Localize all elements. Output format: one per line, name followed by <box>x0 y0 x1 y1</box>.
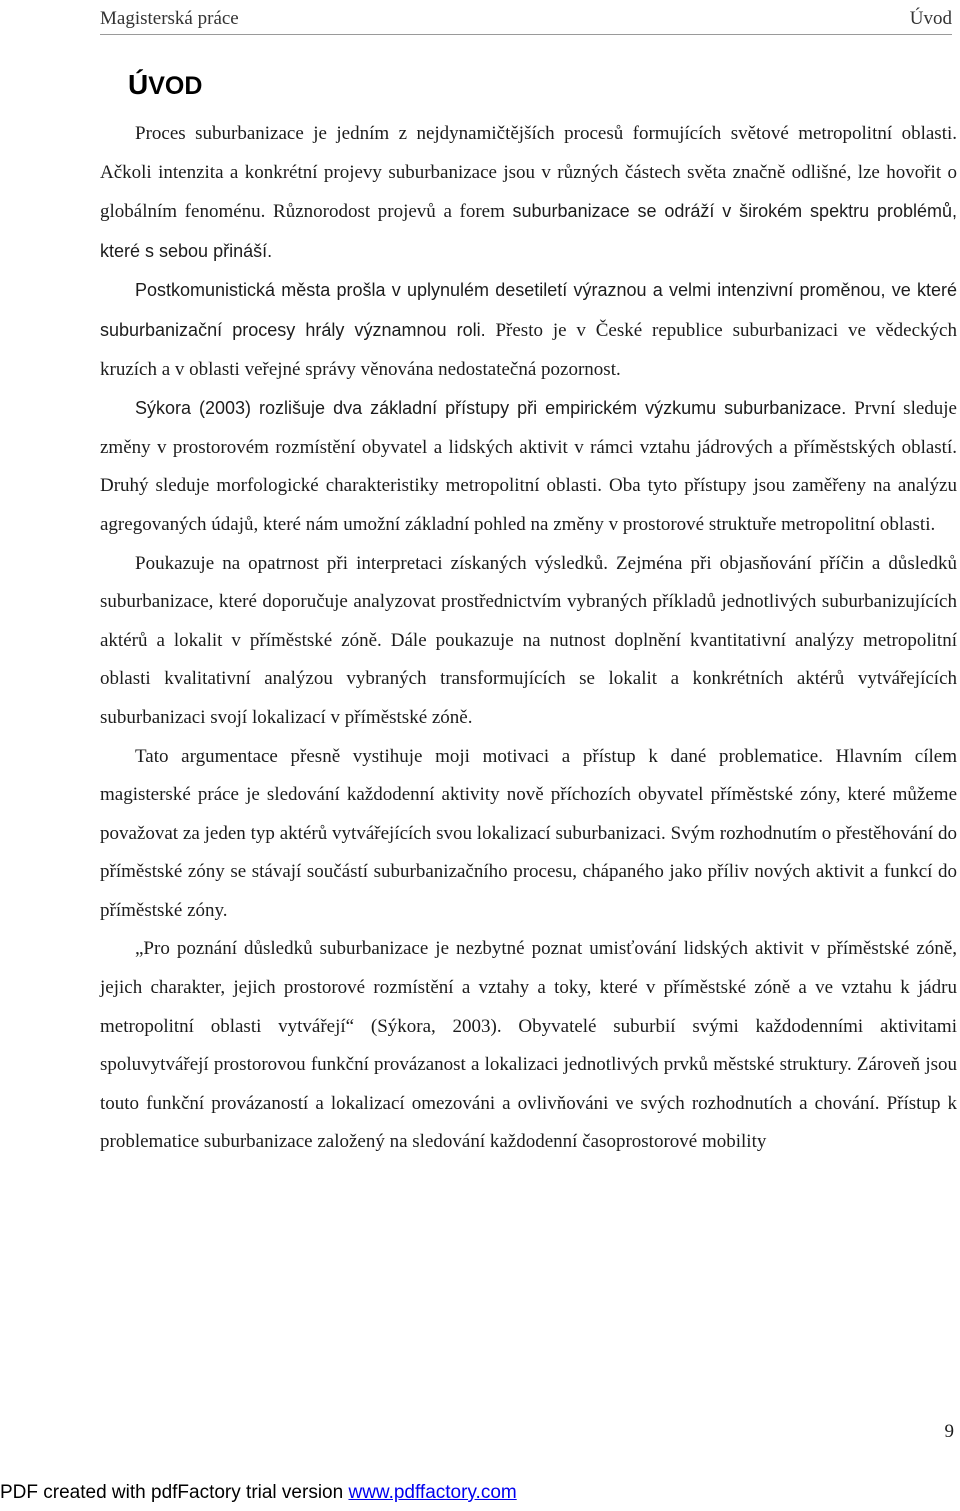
pdffactory-link[interactable]: www.pdffactory.com <box>348 1482 517 1503</box>
paragraph-6: „Pro poznání důsledků suburbanizace je nezbytné poznat umisťování lidských aktivit v příměstské zóně, jejich charakter, jejich prostorové rozmístění a vztahy a toky, které v příměstské zóně a ve vztahu k jádru metropolitní oblasti vytvářejí“ (Sýkora, 2003). Obyvatelé suburbií svými každodenními aktivitami spoluvytvářejí prostorovou funkční provázanost a lokalizaci jednotlivých prvků městské struktury. Zároveň jsou touto funkční provázaností a lokalizací omezováni a ovlivňováni ve svých rozhodnutích a chování. Přístup k problematice suburbanizace založený na sledování každodenní časoprostorové mobility <box>100 938 957 1153</box>
running-header <box>100 4 952 35</box>
paragraph-2-part-b: Přesto je v České republice suburbanizaci ve vědeckých kruzích a v oblasti veřejné správy věnována nedostatečná pozornost. <box>100 319 957 380</box>
header-title: Magisterská práce <box>100 8 239 29</box>
paragraph-3 <box>100 389 957 544</box>
paragraph-3-part-a: Sýkora (2003) rozlišuje dva základní přístupy při empirickém výzkumu suburbanizace. <box>135 398 855 419</box>
chapter-title-rest: VOD <box>148 72 203 100</box>
paragraph-1-part-a: Proces suburbanizace je jedním z nejdynamičtějších procesů formujících světové metropolitní oblasti. Ačkoli intenzita a konkrétní projevy suburbanizace jsou v různých částech světa značně odlišné, lze hovořit o globálním fenoménu. Různorodost projevů a forem <box>100 123 957 223</box>
chapter-title <box>128 70 202 101</box>
paragraph-2 <box>100 271 957 389</box>
paragraph-4: Poukazuje na opatrnost při interpretaci získaných výsledků. Zejména při objasňování příčin a důsledků suburbanizace, které doporučuje analyzovat prostřednictvím vybraných příkladů jednotlivých suburbanizujících aktérů a lokalit v příměstské zóně. Dále poukazuje na nutnost doplnění kvantitativní analýzy metropolitní oblasti kvalitativní analýzou vybraných transformujících se lokalit a konkrétních aktérů vytvářejících suburbanizaci svojí lokalizací v příměstské zóně. <box>100 552 957 728</box>
paragraph-5: Tato argumentace přesně vystihuje moji motivaci a přístup k dané problematice. Hlavním cílem magisterské práce je sledování každodenní aktivity nově příchozích obyvatel příměstské zóny, které můžeme považovat za jeden typ aktérů vytvářejících svou lokalizací suburbanizaci. Svým rozhodnutím o přestěhování do příměstské zóny se stávají součástí suburbanizačního procesu, chápaného jako příliv nových aktivit a funkcí do příměstské zóny. <box>100 745 957 921</box>
pdf-watermark-footer <box>0 1481 517 1505</box>
chapter-title-initial: Ú <box>128 69 149 100</box>
page-number: 9 <box>944 1421 954 1442</box>
header-section: Úvod <box>909 8 952 29</box>
paragraph-1 <box>100 115 957 271</box>
paragraph-2-part-a: Postkomunistická města prošla v uplynulém desetiletí výraznou a velmi intenzivní proměnou, ve které suburbanizační procesy hrály významnou roli. <box>100 280 957 340</box>
body-text <box>100 115 957 1162</box>
paragraph-1-part-b: suburbanizace se odráží v širokém spektru problémů, které s sebou přináší. <box>100 201 958 261</box>
paragraph-3-part-b: První sleduje změny v prostorovém rozmístění obyvatel a lidských aktivit v rámci vztahu jádrových a příměstských oblastí. Druhý sleduje morfologické charakteristiky metropolitní oblasti. Oba tyto přístupy jsou zaměřeny na analýzu agregovaných údajů, které nám umožní základní pohled na změny v prostorové struktuře metropolitní oblasti. <box>100 398 957 535</box>
pdf-footer-text: PDF created with pdfFactory trial version <box>0 1482 349 1503</box>
